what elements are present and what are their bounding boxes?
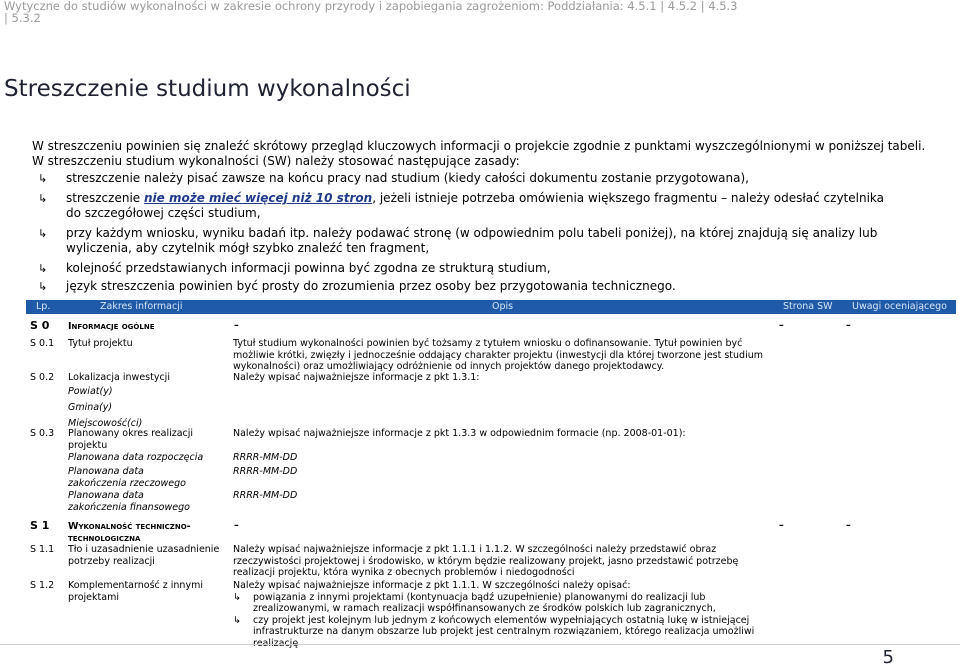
list-item: ↳ czy projekt jest kolejnym lub jednym z końcowych elementów wypełniających ostatnią lukę w istniejącej infrastrukturze na danym obszarze lub projekt jest centralnym rozwiązaniem, którego realizacja umożliwi realizację <box>233 614 755 649</box>
arrow-icon: ↳ <box>38 227 48 240</box>
arrow-icon: ↳ <box>38 262 48 275</box>
rules-list <box>38 171 893 299</box>
header-zakres: Zakres informacji <box>100 301 183 312</box>
table-header <box>26 300 956 314</box>
header-strona: Strona SW <box>783 301 833 312</box>
page-divider <box>0 644 960 645</box>
intro-line-2: W streszczeniu studium wykonalności (SW) należy stosować następujące zasady: <box>32 154 520 168</box>
table-row: S 0 Informacje ogólne – – – <box>30 319 851 332</box>
list-item: ↳ przy każdym wniosku, wyniku badań itp. należy podawać stronę (w odpowiednim polu tabeli poniżej), na której znajdują się analizy lub wyliczenia, aby czytelnik mógł szybko znaleźć ten fragment, <box>38 226 878 255</box>
list-item: ↳ powiązania z innymi projektami (kontynuacja bądź uzupełnienie) planowanymi do realizacji lub zrealizowanymi, w ramach realizacji współfinansowanych ze środków polskich lub zagranicznych, <box>233 591 716 614</box>
list-item: ↳ streszczenie należy pisać zawsze na końcu pracy nad studium (kiedy całości dokumentu zostanie przygotowana), <box>38 171 749 185</box>
header-lp: Lp. <box>36 301 51 312</box>
table-row: S 1.1 Tło i uzasadnienie uzasadnienie potrzeby realizacji Należy wpisać najważniejsze informacje z pkt 1.1.1 i 1.1.2. W szczególności należy przedstawić obraz rzeczywistości projektowej i środowisko, w którym będzie realizowany projekt, jasno przedstawić potrzebę realizacji projektu, która wynika z obecnych problemów i niedogodności <box>30 544 739 578</box>
emphasis-text: nie może mieć więcej niż 10 stron <box>143 191 373 205</box>
intro-text <box>32 139 925 169</box>
header-opis: Opis <box>492 301 514 312</box>
table-row: S 0.1 Tytuł projektu Tytuł studium wykonalności powinien być tożsamy z tytułem wniosku o dofinansowanie. Tytuł powinien być możliwie krótki, zwięzły i jednocześnie oddający charakter projektu (inwestycji dla której tworzone jest studium wykonalności) oraz umożliwiający odróżnienie od innych projektów danego projektodawcy. <box>30 338 763 372</box>
page-title: Streszczenie studium wykonalności <box>4 76 411 102</box>
table-row: S 0.2 Lokalizacja inwestycji Należy wpisać najważniejsze informacje z pkt 1.3.1: Powiat(y) Gmina(y) Miejscowość(ci) <box>30 372 480 429</box>
arrow-icon: ↳ <box>38 172 48 185</box>
table-row: S 1 Wykonalność techniczno-technologiczna – – – <box>30 519 851 544</box>
list-item: ↳ streszczenie nie może mieć więcej niż 10 stron, jeżeli istnieje potrzeba omówienia większego fragmentu – należy odesłać czytelnika do szczegółowej części studium, <box>38 191 884 220</box>
list-item: ↳ język streszczenia powinien być prosty do zrozumienia przez osoby bez przygotowania technicznego. <box>38 279 676 293</box>
arrow-icon: ↳ <box>233 614 241 626</box>
table-row: S 0.3 Planowany okres realizacji projektu Należy wpisać najważniejsze informacje z pkt 1.3.3 w odpowiednim formacie (np. 2008-01-01): Planowana data rozpoczęcia RRRR-MM-DD Planowana data zakończenia rzeczowego RRRR-MM-DD Planowana data zakończenia finansowego RRRR-MM-DD <box>30 428 686 513</box>
document-header: Wytyczne do studiów wykonalności w zakresie ochrony przyrody i zapobiegania zagrożeniom: Poddziałania: 4.5.1 | 4.5.2 | 4.5.3 | 5.3.2 <box>4 0 738 25</box>
arrow-icon: ↳ <box>38 280 48 293</box>
intro-line-1: W streszczeniu powinien się znaleźć skrótowy przegląd kluczowych informacji o projekcie zgodnie z punktami wyszczególnionymi w poniższej tabeli. <box>32 139 926 153</box>
summary-table <box>26 300 956 649</box>
arrow-icon: ↳ <box>233 591 241 603</box>
table-row: S 1.2 Komplementarność z innymi projektami Należy wpisać najważniejsze informacje z pkt 1.1.1. W szczególności należy opisać: ↳ powiązania z innymi projektami (kontynuacja bądź uzupełnienie) planowanymi do realizacji lub zrealizowanymi, w ramach realizacji współfinansowanych ze środków polskich lub zagranicznych, ↳ czy projekt jest kolejnym lub jednym z końcowych elementów wypełniających ostatnią lukę w istniejącej infrastrukturze na danym obszarze lub projekt jest centralnym rozwiązaniem, którego realizacja umożliwi realizację <box>26 580 956 640</box>
arrow-icon: ↳ <box>38 192 48 205</box>
page-number: 5 <box>882 647 894 668</box>
list-item: ↳ kolejność przedstawianych informacji powinna być zgodna ze strukturą studium, <box>38 261 551 275</box>
header-uwagi: Uwagi oceniającego <box>852 301 947 312</box>
